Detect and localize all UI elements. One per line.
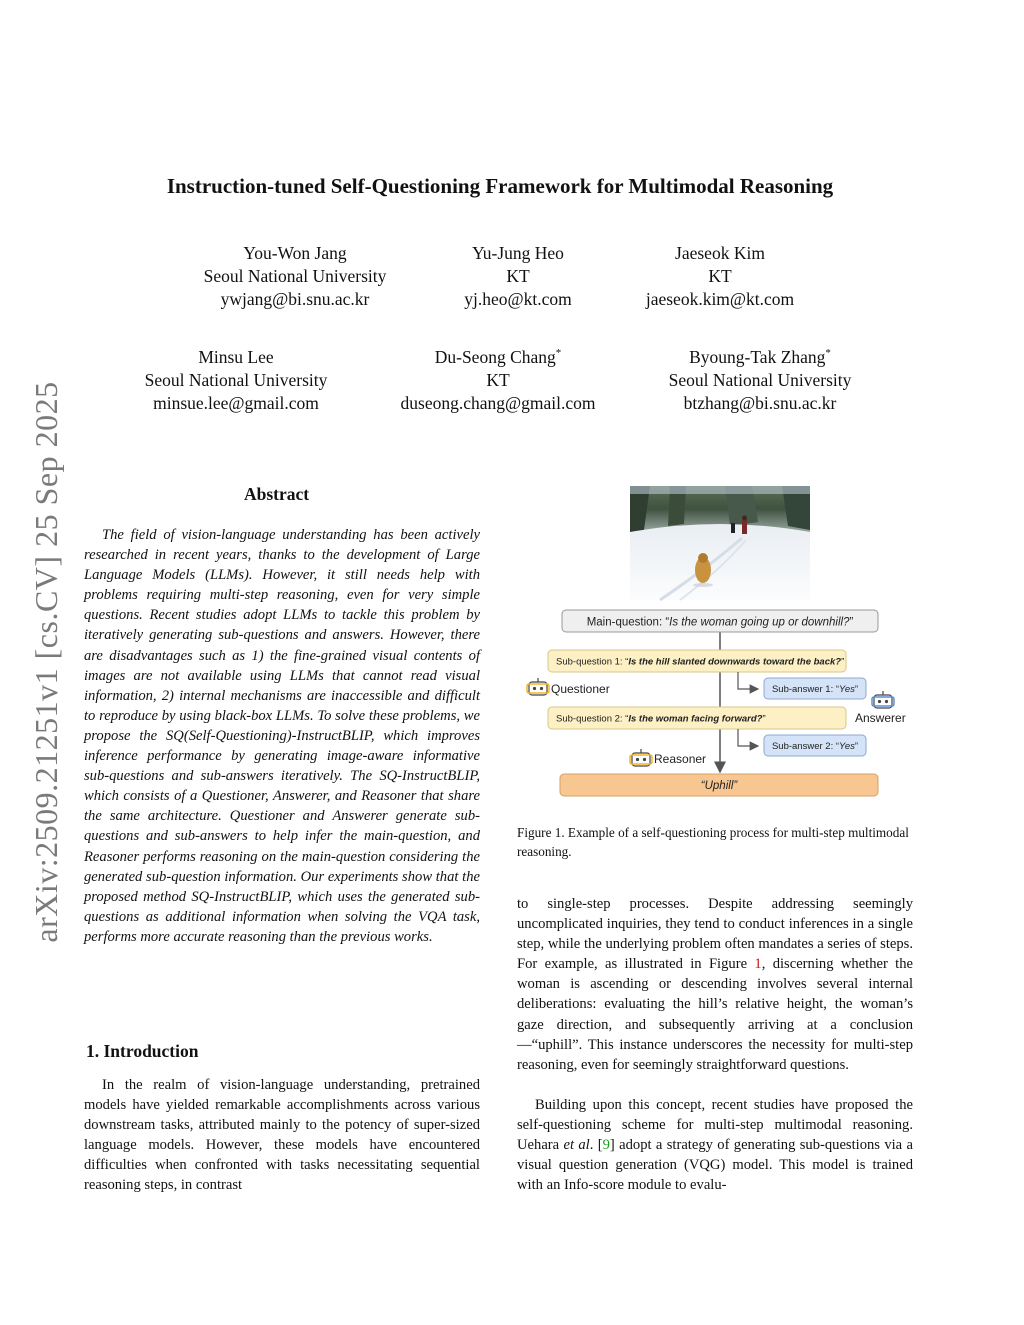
- author-email: jaeseok.kim@kt.com: [645, 289, 795, 309]
- author-affiliation: Seoul National University: [144, 370, 328, 390]
- author-block: [570, 242, 870, 311]
- author-name: Minsu Lee: [198, 347, 274, 367]
- author-block: [610, 346, 910, 415]
- snow-hill-photo: [630, 486, 810, 600]
- abstract-heading: Abstract: [244, 484, 310, 504]
- corresponding-mark: *: [555, 347, 562, 360]
- author-affiliation: KT: [486, 370, 510, 390]
- questioner-label: Questioner: [551, 682, 610, 696]
- author-block: [86, 346, 386, 415]
- sub-question-1-text: Sub-question 1: “Is the hill slanted downwards toward the back?”: [556, 656, 845, 668]
- author-affiliation: Seoul National University: [203, 266, 387, 286]
- intro-paragraph-right-2: Building upon this concept, recent studies have proposed the self-questioning scheme for multi-step multimodal reasoning. Uehara et al. [9] adopt a strategy of generating sub-questions via a visual question generation (VQG) model. This model is trained with an Info-score module to evalu-: [517, 1097, 913, 1194]
- citation-link[interactable]: 9: [602, 1137, 610, 1154]
- author-name: Jaeseok Kim: [675, 243, 765, 263]
- author-affiliation: KT: [708, 266, 732, 286]
- intro-paragraph-right-1: to single-step processes. Despite addressing seemingly uncomplicated inquiries, they tend to conduct inferences in a single step, while the underlying problem often mandates a series of steps. For example, as illustrated in Figure 1, discerning whether the woman is ascending or descending involves several internal deliberations: evaluating the hill’s relative height, the woman’s gaze direction, and subsequently arriving at a conclusion—“uphill”. This instance underscores the necessity for multi-step reasoning, even for seemingly straightforward questions.: [517, 896, 914, 1073]
- answerer-label: Answerer: [855, 711, 906, 725]
- arxiv-stamp: arXiv:2509.21251v1 [cs.CV] 25 Sep 2025: [28, 381, 64, 943]
- author-email: yj.heo@kt.com: [464, 289, 572, 309]
- intro-paragraph-left: In the realm of vision-language understanding, pretrained models have yielded remarkable accomplishments across various downstream tasks, attributed mainly to the potency of super-sized language models. However, these models have encountered difficulties when confronted with tasks necessitating sequential reasoning steps, in contrast: [84, 1077, 480, 1194]
- author-name: Byoung-Tak Zhang*: [689, 347, 831, 367]
- figure-1: [520, 486, 920, 802]
- abstract-text: The field of vision-language understanding has been actively researched in recent years, thanks to the development of Large Language Models (LLMs). However, it still needs help with problems requiring multi-step reasoning, even for very simple questions. Recent studies adopt LLMs to tackle this problem by iteratively generating sub-questions and answers. However, there are disadvantages such as 1) the fine-grained visual contents of images are not available using LLMs that cannot read visual information, 2) internal mechanisms are inaccessible and difficult to reproduce by using black-box LLMs. To solve these problems, we propose the SQ(Self-Questioning)-InstructBLIP, which improves inference performance by generating image-aware informative sub-questions and sub-answers iteratively. The SQ-InstructBLIP, which consists of a Questioner, Answerer, and Reasoner that share the same architecture. Questioner and Answerer generate sub-questions and sub-answers to help infer the main-question, and Reasoner performs reasoning on the main-question considering the generated sub-question information. Our experiments show that the proposed method SQ-InstructBLIP, which uses the generated sub-questions as additional information when solving the VQA task, performs more accurate reasoning than the previous works.: [84, 527, 480, 945]
- author-email: duseong.chang@gmail.com: [400, 393, 596, 413]
- author-block: [348, 346, 648, 415]
- author-affiliation: KT: [506, 266, 530, 286]
- corresponding-mark: *: [825, 347, 831, 360]
- author-email: btzhang@bi.snu.ac.kr: [683, 393, 837, 413]
- paper-title: Instruction-tuned Self-Questioning Framework for Multimodal Reasoning: [166, 174, 834, 198]
- author-affiliation: Seoul National University: [668, 370, 852, 390]
- introduction-heading: 1. Introduction: [86, 1041, 199, 1061]
- figure-1-caption: Figure 1. Example of a self-questioning process for multi-step multimodal reasoning.: [517, 825, 909, 859]
- author-name: You-Won Jang: [243, 243, 347, 263]
- author-email: ywjang@bi.snu.ac.kr: [220, 289, 370, 309]
- reasoner-label: Reasoner: [654, 752, 707, 766]
- main-question-text: Main-question: “Is the woman going up or downhill?”: [586, 616, 854, 629]
- final-answer-text: “Uphill”: [700, 780, 738, 792]
- sub-answer-2-text: Sub-answer 2: “Yes”: [771, 741, 859, 752]
- author-name: Yu-Jung Heo: [472, 243, 564, 263]
- author-name: Du-Seong Chang*: [434, 347, 562, 367]
- figure-reference-link[interactable]: 1: [754, 956, 762, 973]
- reasoner-robot-icon: [630, 749, 652, 766]
- sub-question-2-text: Sub-question 2: “Is the woman facing forward?”: [556, 713, 766, 725]
- answerer-robot-icon: [872, 691, 894, 708]
- questioner-robot-icon: [527, 678, 549, 695]
- sub-answer-1-text: Sub-answer 1: “Yes”: [771, 684, 859, 695]
- author-email: minsue.lee@gmail.com: [153, 393, 319, 413]
